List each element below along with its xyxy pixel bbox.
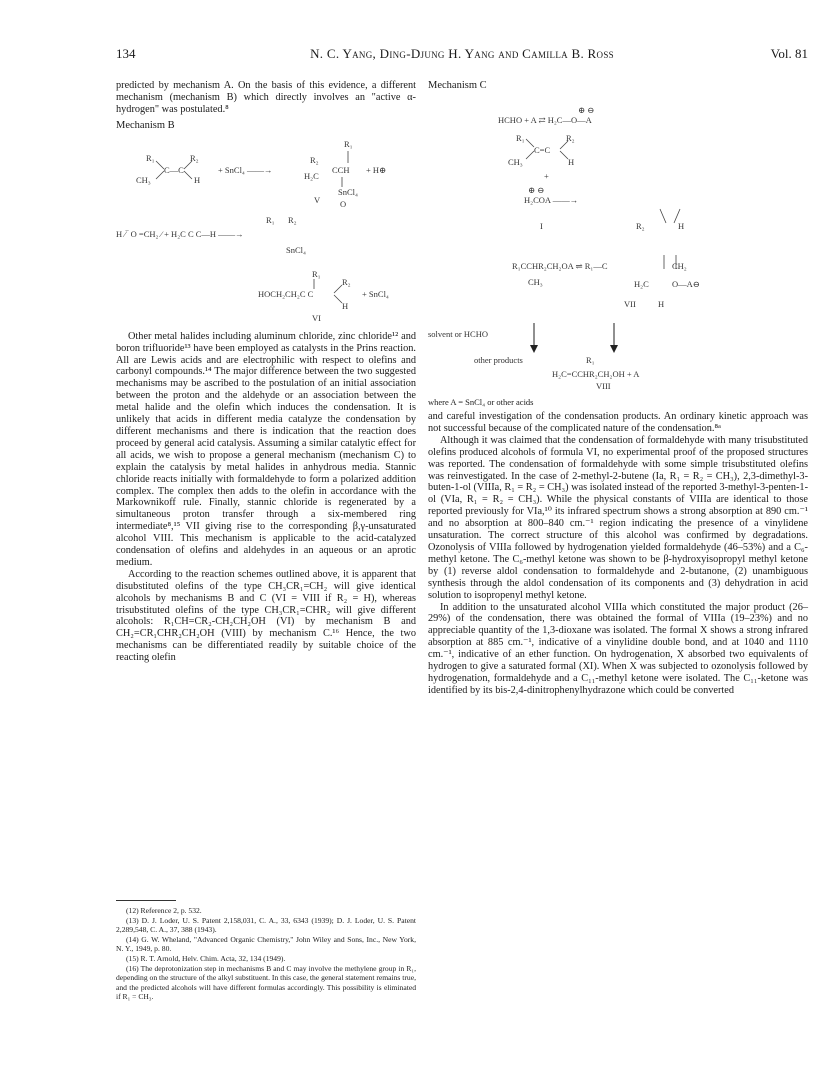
c-ch3: CH₃ <box>508 157 523 167</box>
c-mid-ch2: CH₂ <box>672 261 687 271</box>
b1-r2: R₂ <box>190 152 199 163</box>
b1-cch: CCH <box>332 164 350 175</box>
right-column <box>428 80 808 697</box>
footnotes <box>116 906 416 1002</box>
c-other: other products <box>474 355 523 365</box>
c-h: H <box>568 157 575 167</box>
c-ion-charges: ⊕ ⊖ <box>528 185 545 195</box>
b3-r1: R₁ <box>312 268 321 279</box>
left-column <box>116 80 416 664</box>
b1-h: H <box>194 174 201 185</box>
b1-cc: C—C <box>164 164 184 175</box>
volume-label: Vol. 81 <box>770 46 808 61</box>
c-r1c: R₁ <box>586 355 595 365</box>
c-plus: + <box>544 171 549 181</box>
c-i: I <box>540 221 543 231</box>
b1-plus-sncl4: + SnCl₄ ——→ <box>218 164 273 175</box>
mechanism-b-scheme <box>116 133 416 331</box>
b3-vi: VI <box>312 312 321 323</box>
b2-r2: R₂ <box>288 214 297 225</box>
left-paragraph-1: Other metal halides including aluminum chloride, zinc chloride¹² and boron trifluoride¹³ have been employed as catalysts in the Prins reaction. All are Lewis acids and are electrophilic with respect to olefins and carbonyl compounds.¹⁴ The major difference between the two suggested mechanisms may be ascribed to the postulation of an initial association between the proton and the aldehyde or an association between the metal halide and the olefin which induces the condensation. It is unlikely that acids in different media catalyze the condensation by different mechanisms and there is indication that the reaction does proceed by general acid catalysis. Assuming a similar catalytic effect for all acids, we wish to propose a general mechanism (mechanism C) to explain the catalysis by metal halides in anhydrous media. Stannic chloride reacts initially with formaldehyde to form a polarized addition complex. The complex then adds to the olefin in accordance with the Markownikoff rule. Finally, stannic chloride is regenerated by a simultaneous proton transfer through a six-membered ring intermediate⁸,¹⁵ VII giving rise to the corresponding β,γ-unsaturated alcohol VIII. This mechanism is applicable to the acid-catalyzed condensation of olefins and aldehydes in an aqueous or an aprotic medium. <box>116 330 416 568</box>
b2-sncl4: SnCl₄ <box>286 244 306 255</box>
mechanism-c-label: Mechanism C <box>428 80 487 91</box>
c-h-vii: H <box>658 299 665 309</box>
footnote-12: (12) Reference 2, p. 532. <box>126 906 202 915</box>
c-r2: R₂ <box>566 133 575 143</box>
b1-r2b: R₂ <box>310 154 319 165</box>
footnote-16: (16) The deprotonization step in mechanisms B and C may involve the methylene group in R₁, depending on the structure of the alkyl substituent. In this case, the general statement remains true, and the predicted alcohols will have different formulas accordingly. This possibility is eliminated if R₁ = CH₃. <box>116 963 416 1002</box>
b1-sncl4b: SnCl₄ <box>338 186 358 197</box>
b1-r1: R₁ <box>146 152 155 163</box>
footnote-14: (14) G. W. Wheland, "Advanced Organic Chemistry," John Wiley and Sons, Inc., New York, N. Y., 1949, p. 80. <box>116 934 416 954</box>
page-header <box>116 46 808 66</box>
c-viii-formula: H₂C=CCHR₂CH₂OH + A <box>552 369 640 379</box>
c-r1: R₁ <box>516 133 525 143</box>
c-mid: R₁CCHR₂CH₂OA ⇌ R₁—C <box>512 261 608 271</box>
c-eq1-charges: ⊕ ⊖ <box>578 105 595 115</box>
page-number: 134 <box>116 46 136 61</box>
footnote-15: (15) R. T. Arnold, Helv. Chim. Acta, 32, 134 (1949). <box>126 953 286 963</box>
footnote-13: (13) D. J. Loder, U. S. Patent 2,158,031, C. A., 33, 6343 (1939); D. J. Loder, U. S. Patent 2,289,548, C. A., 37, 388 (1943). <box>116 915 416 935</box>
c-ceqc: C=C <box>534 145 551 155</box>
b1-h2c: H₂C <box>304 170 319 181</box>
c-h2c: H₂C <box>634 279 649 289</box>
b3-h: H <box>342 300 349 311</box>
c-oa: O—A⊖ <box>672 279 700 289</box>
c-ion: H₂COA ——→ <box>524 195 579 205</box>
c-vii: VII <box>624 299 636 309</box>
c-solvent: solvent or HCHO <box>428 329 488 339</box>
mechanism-b-label: Mechanism B <box>116 119 175 131</box>
footnote-rule <box>116 900 176 901</box>
left-paragraph-2: According to the reaction schemes outlined above, it is apparent that disubstituted olefins of the type CH₃CR₁=CH₂ will give identical alcohols by mechanisms B and C (VI = VIII if R₂ = H), whereas trisubstituted olefins of the type CH₃CR₁=CHR₂ will give different alcohols: R₁CH=CR₂-CH₂CH₂OH (VI) by mechanism B and CH₂=CR₁CHR₂CH₂OH (VIII) by mechanism C.¹⁶ Hence, the two mechanisms can be differentiated readily by suitable choice of the reacting olefin <box>116 568 416 664</box>
c-hb: H <box>678 221 685 231</box>
b3-main: HOCH₂CH₂C C <box>258 288 314 299</box>
mechanism-c-scheme <box>428 93 808 393</box>
b1-plus-h: + H⊕ <box>366 164 387 175</box>
b2-r1: R₁ <box>266 214 275 225</box>
b3-plus: + SnCl₄ <box>362 288 389 299</box>
right-paragraph-1: and careful investigation of the condensation products. An ordinary kinetic approach was not successful because of the complicated nature of the condensation.⁸ᵃ <box>428 411 808 434</box>
intro-paragraph: predicted by mechanism A. On the basis of this evidence, a different mechanism (mechanism B) which directly involves an "active α-hydrogen" was postulated.⁸ <box>116 80 416 115</box>
right-paragraph-3: In addition to the unsaturated alcohol VIIIa which constituted the major product (26–29%) of the condensation, there was obtained the formal of VIIIa (19–23%) and no appreciable quantity of the 1,3-dioxane was isolated. The formal X shows a strong infrared absorption at 885 cm.⁻¹, indicative of a vinylidine double bond, and at 1040 and 1110 cm.⁻¹, indicative of an ether function. On hydrogenation, X absorbed two equivalents of hydrogen to give a saturated formal (XI). When X was subjected to ozonolysis followed by hydrogenation, formaldehyde and a C₁₁-methyl ketone were isolated. The C₁₁-ketone was identified by its bis-2,4-dinitrophenylhydrazone which could be converted <box>428 601 808 696</box>
running-authors: N. C. Yang, Ding-Djung H. Yang and Camilla B. Ross <box>310 46 614 61</box>
c-r2b: R₂ <box>636 221 645 231</box>
c-eq1: HCHO + A ⇄ H₂C—O—A <box>498 115 592 125</box>
b3-r2: R₂ <box>342 276 351 287</box>
b1-v: V <box>314 194 321 205</box>
b1-o: O <box>340 198 347 209</box>
c-viii: VIII <box>596 381 611 391</box>
scheme-note: where A = SnCl₄ or other acids <box>428 397 534 407</box>
right-paragraph-2: Although it was claimed that the condensation of formaldehyde with many trisubstituted olefins produced alcohols of formula VI, no experimental proof of the proposed structures was reported. The condensation of formaldehyde with some simple trisubstituted olefins was reinvestigated. In the case of 2-methyl-2-butene (Ia, R₁ = R₂ = CH₃), 2,3-dimethyl-3-buten-1-ol (VIIIa, R₁ = R₂ = CH₃) was isolated instead of the reported 3-methyl-3-penten-1-ol (VIa, R₁ = R₂ = CH₃). While the physical constants of VIIIa are identical to those reported previously for VIa,¹⁰ its infrared spectrum shows a strong absorption at 890 cm.⁻¹ and no absorption at 800–840 cm.⁻¹ region indicating the presence of a vinylidene unsaturation. The correct structure of this alcohol was confirmed by degradations. Ozonolysis of VIIIa followed by hydrogenation yielded formaldehyde (46–53%) and a C₆-methyl ketone. The C₆-methyl ketone was shown to be β-hydroxyisopropyl methyl ketone by (1) reverse aldol condensation to formaldehyde and 2-butanone, (2) unambiguous synthesis through the aldol condensation of its components and (3) dehydration in acid solution to isopropenyl methyl ketone. <box>428 434 808 601</box>
b1-ch3: CH₃ <box>136 174 151 185</box>
b1-r1b: R₁ <box>344 138 353 149</box>
b2-main: H ⁄‾ O =CH₂ ⁄ + H₂C C C—H ——→ <box>116 228 244 239</box>
mechanism-c-bonds <box>428 93 808 393</box>
c-mid-ch3: CH₃ <box>528 277 543 287</box>
